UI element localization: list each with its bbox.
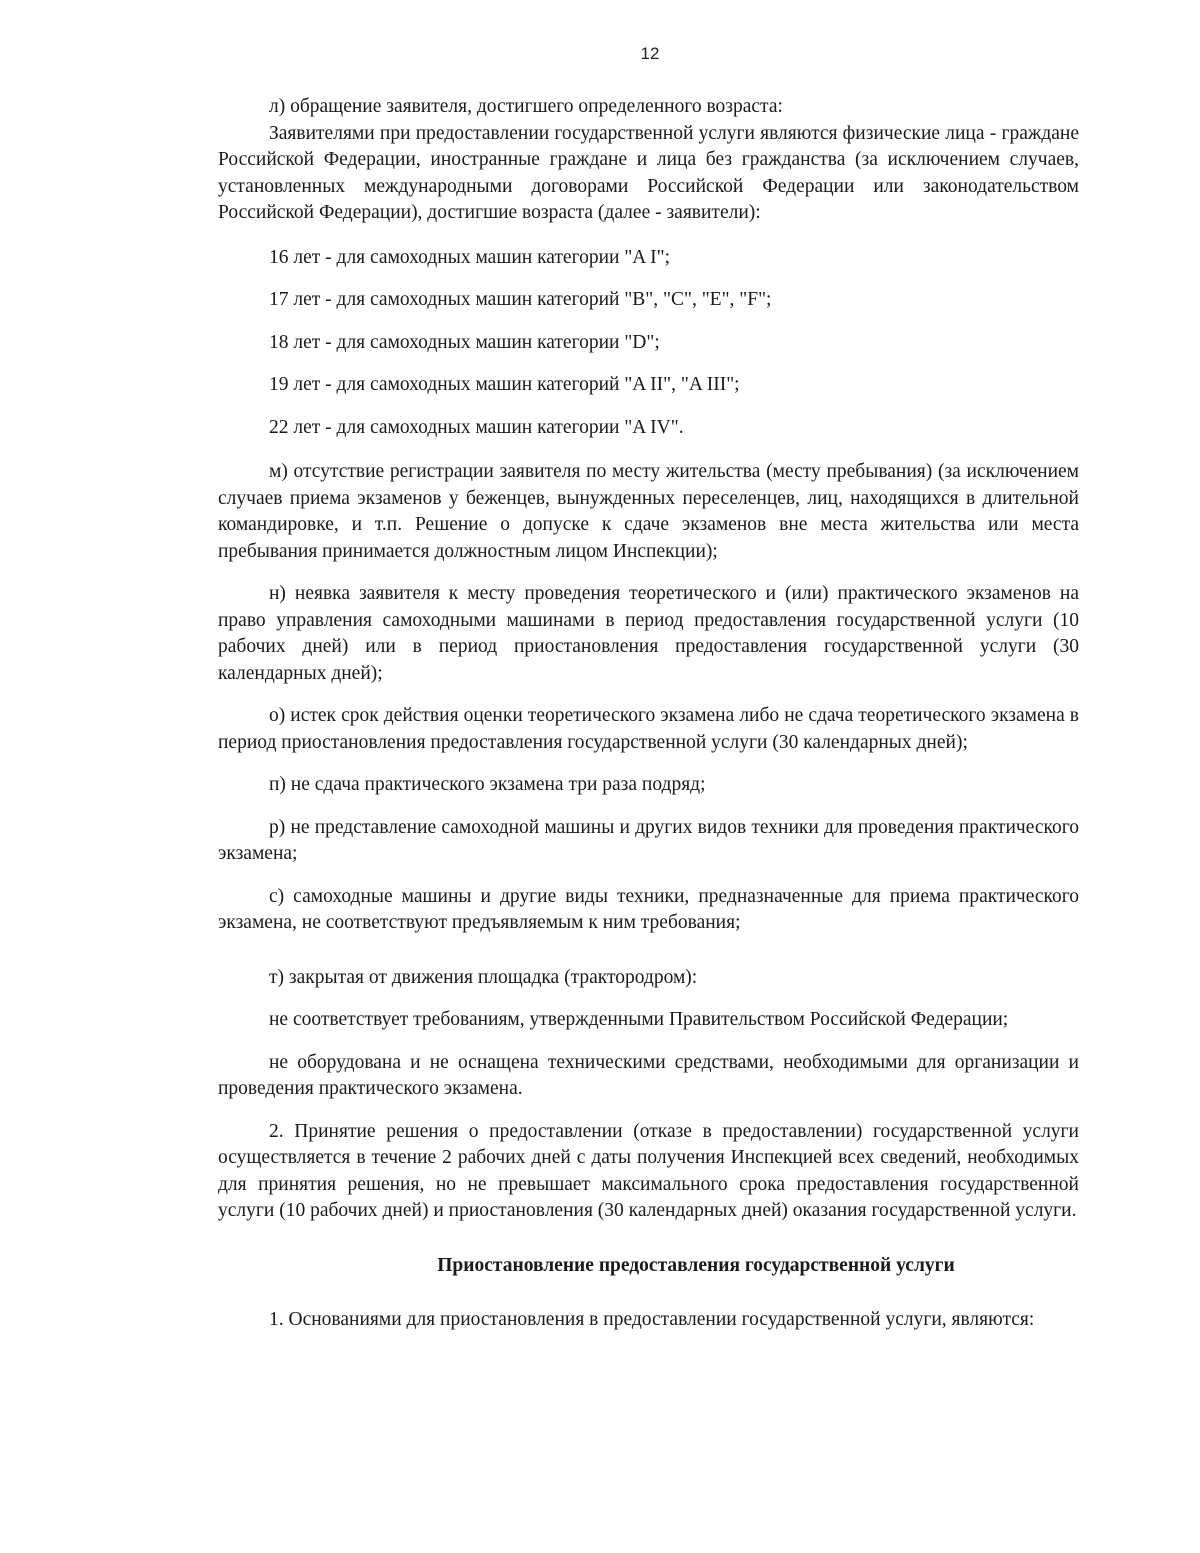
paragraph-o: о) истек срок действия оценки теоретического экзамена либо не сдача теоретического экзамена в период приостановления предоставления государственной услуги (30 календарных дней); [218,705,1079,753]
paragraph-s: с) самоходные машины и другие виды техники, предназначенные для приема практического экзамена, не соответствуют предъявляемым к ним требования; [218,885,1079,933]
paragraph-l: л) обращение заявителя, достигшего определенного возраста: [269,96,783,117]
document-body [218,94,1079,1334]
age-item: 18 лет - для самоходных машин категории "D"; [269,331,660,353]
age-item: 19 лет - для самоходных машин категорий "A II", "A III"; [269,374,740,395]
paragraph-t1: не соответствует требованиям, утвержденными Правительством Российской Федерации; [269,1009,1009,1030]
section-heading: Приостановление предоставления государственной услуги [437,1254,955,1276]
paragraph-t: т) закрытая от движения площадка (трактородром): [269,966,698,988]
paragraph-n: н) неявка заявителя к месту проведения теоретического и (или) практического экзаменов на право управления самоходными машинами в период предоставления государственной услуги (10 рабочих дней) или в период приостановления предоставления государственной услуги (30 календарных дней); [218,583,1079,684]
paragraph-1: 1. Основаниями для приостановления в предоставлении государственной услуги, являются: [269,1309,1035,1330]
page-number: 12 [640,44,660,63]
age-item: 22 лет - для самоходных машин категории "A IV". [269,416,684,438]
paragraph-p: п) не сдача практического экзамена три раза подряд; [269,774,706,795]
paragraph-applicants: Заявителями при предоставлении государственной услуги являются физические лица - граждане Российской Федерации, иностранные граждане и лица без гражданства (за исключением случаев, установленных международными договорами Российской Федерации или законодательством Российской Федерации), достигшие возраста (далее - заявители): [218,122,1079,223]
paragraph-m: м) отсутствие регистрации заявителя по месту жительства (месту пребывания) (за исключением случаев приема экзаменов у беженцев, вынужденных переселенцев, лиц, находящихся в длительной командировке, и т.п. Решение о допуске к сдаче экзаменов вне места жительства или места пребывания принимается должностным лицом Инспекции); [218,461,1079,562]
paragraph-t2: не оборудована и не оснащена техническими средствами, необходимыми для организации и проведения практического экзамена. [218,1051,1079,1099]
age-item: 16 лет - для самоходных машин категории "A I"; [269,246,671,268]
paragraph-2: 2. Принятие решения о предоставлении (отказе в предоставлении) государственной услуги осуществляется в течение 2 рабочих дней с даты получения Инспекцией всех сведений, необходимых для принятия решения, но не превышает максимального срока предоставления государственной услуги (10 рабочих дней) и приостановления (30 календарных дней) оказания государственной услуги. [218,1120,1079,1221]
age-item: 17 лет - для самоходных машин категорий "B", "C", "E", "F"; [269,289,772,310]
paragraph-r: р) не представление самоходной машины и других видов техники для проведения практического экзамена; [218,816,1079,864]
